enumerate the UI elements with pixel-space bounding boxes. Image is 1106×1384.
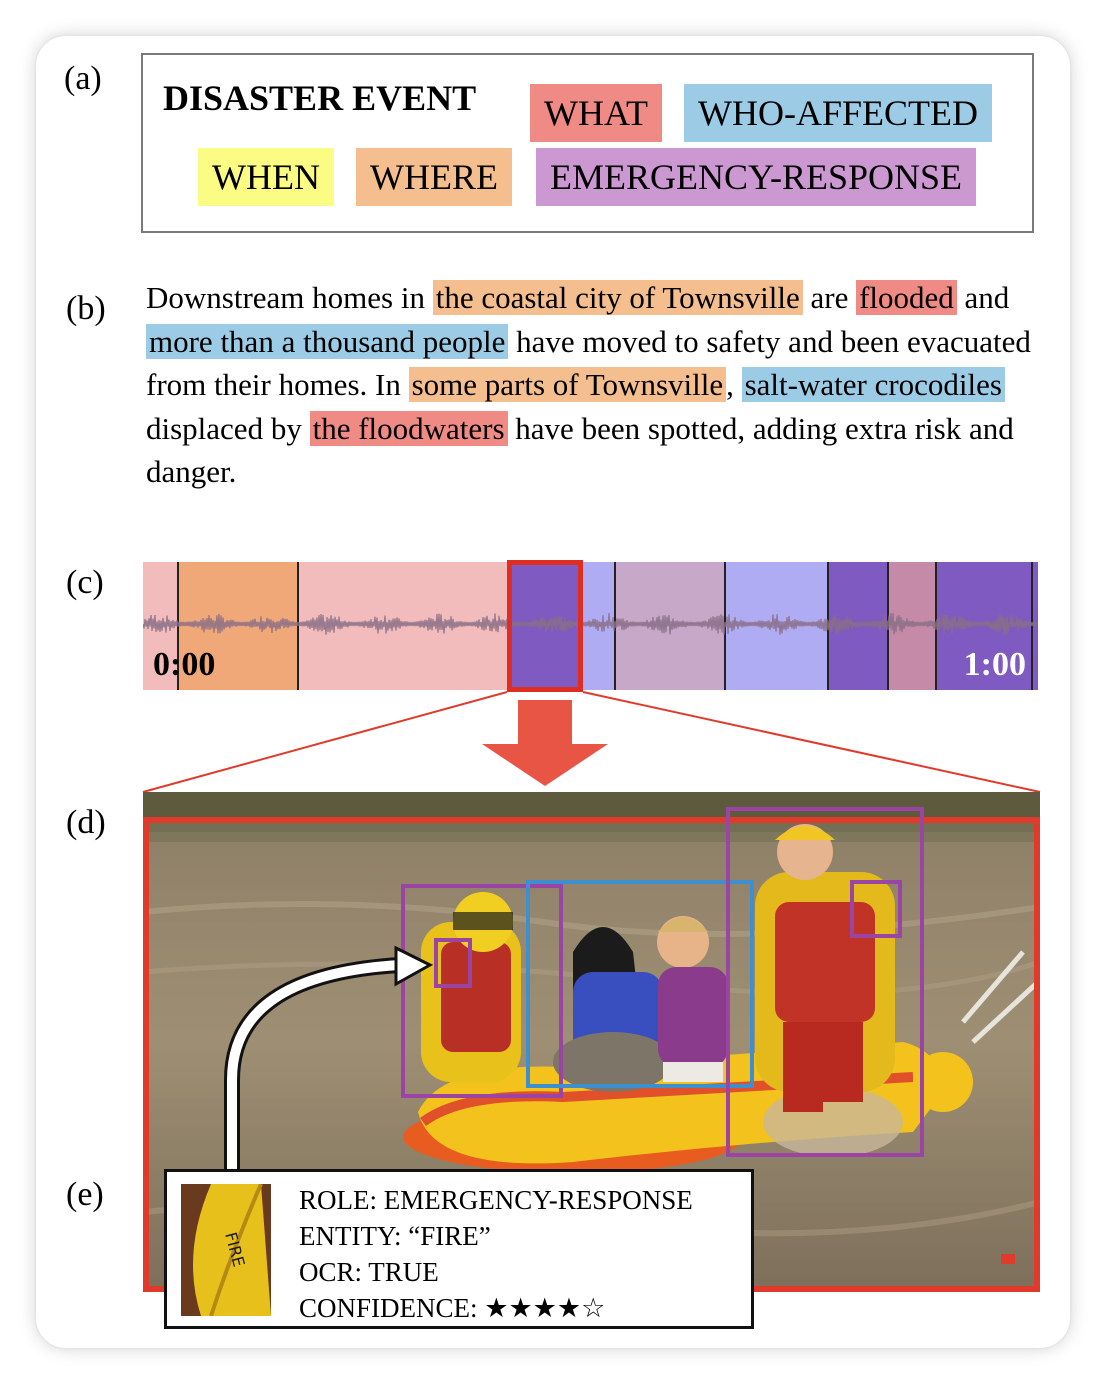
panel-label-e: (e) <box>66 1176 104 1213</box>
span-where-parts: some parts of Townsville <box>409 367 727 402</box>
entity-callout <box>164 1169 754 1329</box>
span-who-crocodiles: salt-water crocodiles <box>742 367 1005 402</box>
legend-tag-where: WHERE <box>356 148 512 206</box>
panel-label-d: (d) <box>66 804 106 841</box>
entity-name: ENTITY: “FIRE” <box>299 1221 491 1251</box>
legend-tag-who-affected: WHO-AFFECTED <box>684 84 992 142</box>
passage-text: , <box>726 367 742 402</box>
panel-label-a: (a) <box>64 60 102 97</box>
entity-ocr: OCR: TRUE <box>299 1257 439 1287</box>
entity-confidence: CONFIDENCE: ★★★★☆ <box>299 1293 606 1323</box>
legend-tag-emergency-response: EMERGENCY-RESPONSE <box>536 148 976 206</box>
entity-attributes <box>299 1182 693 1326</box>
legend-title: DISASTER EVENT <box>163 78 477 118</box>
legend-tag-when: WHEN <box>198 148 334 206</box>
panel-label-b: (b) <box>66 290 106 327</box>
passage-text: Downstream homes in <box>146 280 433 315</box>
span-who-people: more than a thousand people <box>146 324 508 359</box>
svg-text:FIRE: FIRE <box>221 1230 249 1269</box>
passage-text: have been spotted, adding extra risk and danger. <box>146 410 1014 489</box>
panel-label-c: (c) <box>66 564 104 601</box>
timeline-start-label: 0:00 <box>153 646 216 683</box>
span-what-floodwaters: the floodwaters <box>310 411 508 446</box>
pointer-arrowhead-icon <box>396 948 430 984</box>
entity-role: ROLE: EMERGENCY-RESPONSE <box>299 1185 693 1215</box>
passage-text: and <box>956 280 1010 315</box>
entity-crop-thumbnail <box>181 1184 271 1316</box>
span-what-flooded: flooded <box>856 280 957 315</box>
passage-text: have moved to safety and been evacuated from their homes. In <box>146 323 1031 402</box>
legend-tag-what: WHAT <box>530 84 662 142</box>
passage-text: displaced by <box>146 410 310 446</box>
span-where-townsville: the coastal city of Townsville <box>433 280 803 315</box>
timeline-end-label: 1:00 <box>963 646 1026 683</box>
passage-text: are <box>802 280 857 315</box>
